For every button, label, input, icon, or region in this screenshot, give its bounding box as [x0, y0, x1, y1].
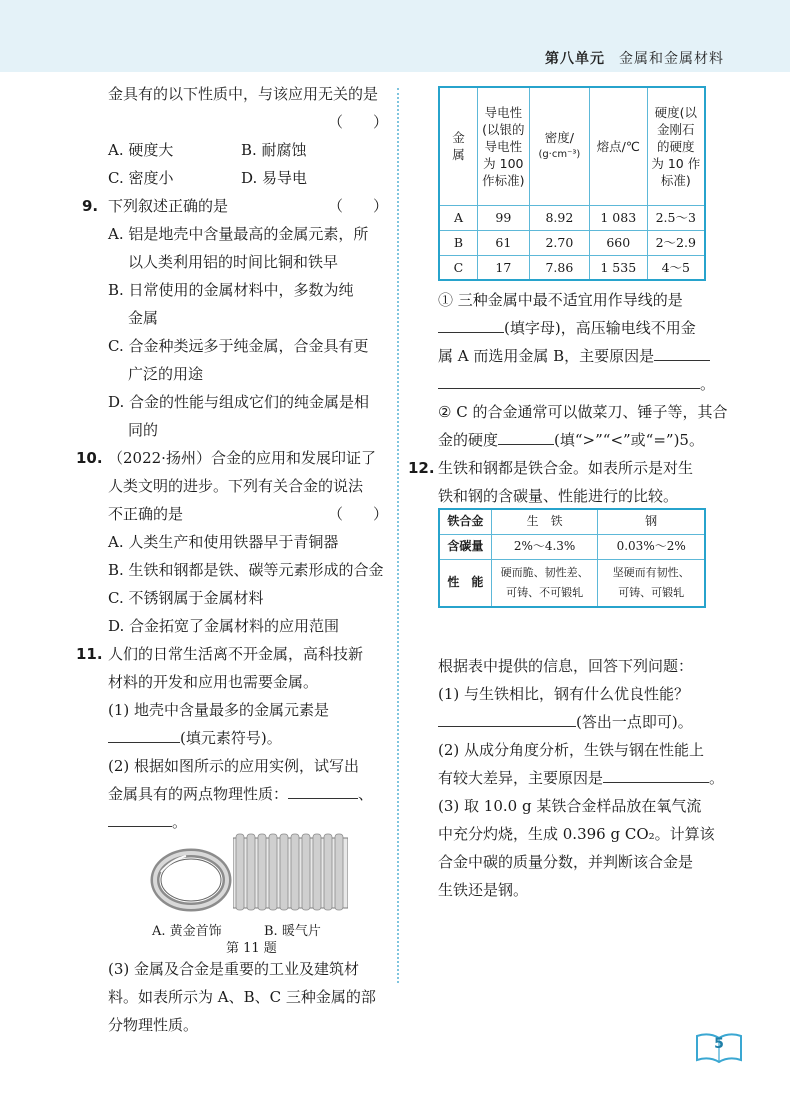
question-11-part-3: (3) 金属及合金是重要的工业及建筑材 — [108, 960, 360, 978]
question-11-part-2-text: 金属具有的两点物理性质： — [108, 785, 289, 803]
cell: 7.86 — [529, 255, 589, 280]
cell: 坚硬而有韧性、 可铸、可锻轧 — [598, 559, 705, 607]
page-number-badge — [695, 1032, 743, 1066]
row-label-properties: 性 能 — [439, 559, 491, 607]
cell: 1 535 — [589, 255, 647, 280]
question-11-sub-2: ② C 的合金通常可以做菜刀、锤子等，其合 — [438, 403, 728, 421]
text: 金的硬度 — [438, 431, 499, 449]
question-11-part-3-line-3: 分物理性质。 — [108, 1016, 199, 1034]
header-conductivity: 导电性 (以银的 导电性 为 100 作标准) — [477, 87, 529, 205]
header-melting-point: 熔点/℃ — [589, 87, 647, 205]
page-number: 5 — [714, 1036, 724, 1052]
question-11-part-1-cont — [108, 724, 282, 752]
question-12-part-1: (1) 与生铁相比，钢有什么优良性能？ — [438, 685, 690, 703]
cell: 660 — [589, 230, 647, 255]
table-row — [439, 559, 705, 607]
table-row — [439, 205, 705, 230]
text: (填“>”“<”或“=”)5。 — [554, 431, 704, 449]
question-11-part-1: (1) 地壳中含量最多的金属元素是 — [108, 701, 330, 719]
answer-blank[interactable] — [654, 342, 710, 361]
punct: 。 — [172, 813, 188, 831]
cell: 8.92 — [529, 205, 589, 230]
punct: 。 — [700, 375, 716, 393]
option-c: C. 密度小 — [108, 169, 174, 187]
answer-blank[interactable] — [288, 780, 358, 799]
header-pig-iron: 生 铁 — [491, 509, 598, 534]
question-9-stem: 下列叙述正确的是 — [108, 197, 229, 215]
figure-title: 第 11 题 — [226, 941, 277, 956]
question-12-instruction: 根据表中提供的信息，回答下列问题： — [438, 657, 694, 675]
question-11-number: 11. — [76, 645, 103, 663]
question-11-sub-1-line-4 — [438, 370, 715, 398]
text: 属 A 而选用金属 B，主要原因是 — [438, 347, 655, 365]
metal-properties-table — [438, 86, 706, 281]
question-9-option-c: C. 合金种类远多于纯金属，合金具有更 — [108, 337, 369, 355]
iron-steel-comparison-table — [438, 508, 706, 608]
question-9-option-b: B. 日常使用的金属材料中，多数为纯 — [108, 281, 354, 299]
cell: 2%～4.3% — [491, 534, 598, 559]
question-12-number: 12. — [408, 459, 435, 477]
question-9-option-b-cont: 金属 — [128, 309, 159, 327]
question-9-number: 9. — [82, 197, 99, 215]
question-11-part-2-cont — [108, 780, 373, 808]
question-10-line-1: （2022·扬州）合金的应用和发展印证了 — [108, 449, 376, 467]
figure-caption-b: B. 暖气片 — [264, 924, 321, 939]
answer-paren: （ ） — [328, 505, 389, 523]
answer-blank[interactable] — [438, 314, 504, 333]
question-10-line-3: 不正确的是 — [108, 505, 184, 523]
question-12-line-2: 铁和钢的含碳量、性能进行的比较。 — [438, 487, 679, 505]
question-12-part-3-line-3: 合金中碳的质量分数，并判断该合金是 — [438, 853, 694, 871]
question-11-sub-1-line-3 — [438, 342, 710, 370]
answer-blank[interactable] — [108, 724, 180, 743]
cell: A — [439, 205, 477, 230]
option-b: B. 耐腐蚀 — [241, 141, 307, 159]
cell: 99 — [477, 205, 529, 230]
table-row — [439, 230, 705, 255]
question-11-sub-2-line-2 — [438, 426, 704, 454]
question-10-number: 10. — [76, 449, 103, 467]
text: (填字母)，高压输电线不用金 — [504, 319, 696, 337]
option-d: D. 易导电 — [241, 169, 308, 187]
cell: 61 — [477, 230, 529, 255]
question-11-sub-1: ① 三种金属中最不适宜用作导线的是 — [438, 291, 683, 309]
text: (答出一点即可)。 — [576, 713, 693, 731]
question-12-line-1: 生铁和钢都是铁合金。如表所示是对生 — [438, 459, 694, 477]
question-9-option-c-cont: 广泛的用途 — [128, 365, 204, 383]
header-steel: 钢 — [598, 509, 705, 534]
question-10-option-c: C. 不锈钢属于金属材料 — [108, 589, 264, 607]
question-11-line-1: 人们的日常生活离不开金属，高科技新 — [108, 645, 364, 663]
gold-ring-image — [146, 842, 236, 912]
unit-label: 第八单元 — [545, 51, 605, 67]
question-11-part-1-text: (填元素符号)。 — [180, 729, 282, 747]
cell: 17 — [477, 255, 529, 280]
question-12-part-3-line-4: 生铁还是钢。 — [438, 881, 529, 899]
table-row — [439, 255, 705, 280]
running-header — [545, 48, 724, 68]
answer-blank[interactable] — [438, 370, 700, 389]
header-hardness: 硬度(以 金刚石 的硬度 为 10 作 标准) — [647, 87, 705, 205]
cell: 1 083 — [589, 205, 647, 230]
cell: 2.70 — [529, 230, 589, 255]
text: 有较大差异，主要原因是 — [438, 769, 604, 787]
question-10-line-2: 人类文明的进步。下列有关合金的说法 — [108, 477, 364, 495]
question-12-part-3: (3) 取 10.0 g 某铁合金样品放在氧气流 — [438, 797, 702, 815]
chapter-title: 金属和金属材料 — [619, 51, 724, 67]
question-12-part-2-cont — [438, 764, 724, 792]
cell: B — [439, 230, 477, 255]
option-a: A. 硬度大 — [108, 141, 174, 159]
question-11-part-3-line-2: 料。如表所示为 A、B、C 三种金属的部 — [108, 988, 376, 1006]
cell: 2～2.9 — [647, 230, 705, 255]
question-10-option-a: A. 人类生产和使用铁器早于青铜器 — [108, 533, 339, 551]
question-8-continuation: 金具有的以下性质中，与该应用无关的是 — [108, 85, 379, 103]
header-alloy: 铁合金 — [439, 509, 491, 534]
row-label-carbon: 含碳量 — [439, 534, 491, 559]
answer-blank[interactable] — [498, 426, 554, 445]
cell: 2.5～3 — [647, 205, 705, 230]
question-11-line-2: 材料的开发和应用也需要金属。 — [108, 673, 319, 691]
figure-caption-a: A. 黄金首饰 — [152, 924, 222, 939]
question-11-part-2: (2) 根据如图所示的应用实例，试写出 — [108, 757, 360, 775]
cell: C — [439, 255, 477, 280]
column-divider — [397, 88, 399, 983]
header-metal: 金 属 — [439, 87, 477, 205]
question-9-option-a-cont: 以人类利用铝的时间比铜和铁早 — [128, 253, 339, 271]
answer-blank[interactable] — [108, 808, 172, 827]
question-9-option-d-cont: 同的 — [128, 421, 159, 439]
answer-paren: （ ） — [328, 113, 389, 131]
question-12-part-3-line-2: 中充分灼烧，生成 0.396 g CO₂。计算该 — [438, 825, 715, 843]
question-12-part-2: (2) 从成分角度分析，生铁与钢在性能上 — [438, 741, 705, 759]
answer-paren: （ ） — [328, 197, 389, 215]
answer-blank[interactable] — [438, 708, 576, 727]
radiator-image — [233, 832, 348, 912]
header-density: 密度/ (g·cm⁻³) — [529, 87, 589, 205]
question-12-part-1-cont — [438, 708, 693, 736]
question-11-sub-1-line-2 — [438, 314, 696, 342]
question-9-option-d: D. 合金的性能与组成它们的纯金属是相 — [108, 393, 370, 411]
question-11-part-2-line-3 — [108, 808, 187, 836]
question-9-option-a: A. 铝是地壳中含量最高的金属元素，所 — [108, 225, 369, 243]
punct: 。 — [709, 769, 725, 787]
punct: 、 — [358, 785, 374, 803]
answer-blank[interactable] — [603, 764, 709, 783]
cell: 0.03%～2% — [598, 534, 705, 559]
question-10-option-d: D. 合金拓宽了金属材料的应用范围 — [108, 617, 340, 635]
cell: 硬而脆、韧性差、 可铸、不可锻轧 — [491, 559, 598, 607]
question-10-option-b: B. 生铁和钢都是铁、碳等元素形成的合金 — [108, 561, 384, 579]
table-row — [439, 534, 705, 559]
cell: 4～5 — [647, 255, 705, 280]
